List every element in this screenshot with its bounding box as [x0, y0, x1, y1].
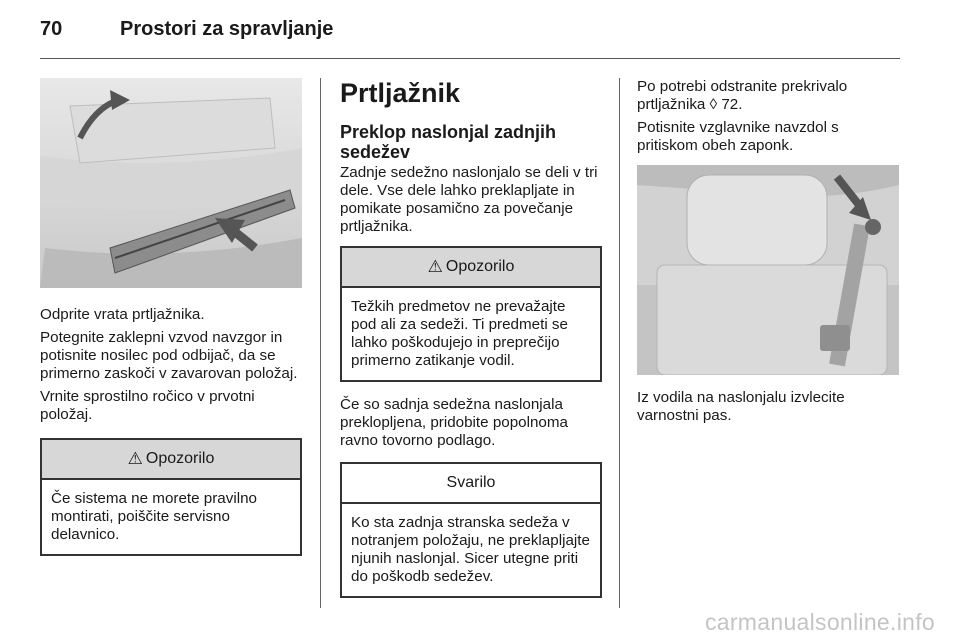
watermark: carmanualsonline.info: [704, 609, 935, 635]
instruction-remove-cover: Po potrebi odstranite prekrivalo prtljažnika ◊ 72.: [637, 78, 848, 113]
column-left: [40, 78, 302, 556]
instruction-open-trunk: Odprite vrata prtljažnika.: [40, 306, 205, 323]
warning-icon: ⚠: [427, 257, 443, 276]
warning-text: Če sistema ne morete pravilno montirati, poiščite servisno delavnico.: [51, 490, 257, 543]
warning-box-cargo: [340, 246, 602, 382]
folded-seats-description: Če so sadnja sedežna naslonjala preklopljena, pridobite popolnoma ravno tovorno podlago.: [340, 396, 568, 449]
column-divider-1: [320, 78, 321, 608]
trunk-bumper-latch-illustration: [40, 78, 302, 288]
page-title: Prostori za spravljanje: [120, 18, 334, 40]
page-number: 70: [40, 18, 63, 40]
rear-seat-headrest-seatbelt-illustration: [637, 165, 899, 375]
caution-box: [340, 462, 602, 598]
warning-header: [42, 440, 300, 480]
instruction-return-lever: Vrnite sprostilno ročico v prvotni položaj.: [40, 388, 255, 423]
section-title: Prtljažnik: [340, 78, 461, 108]
instruction-pull-seatbelt: Iz vodila na naslonjalu izvlecite varnostni pas.: [637, 389, 845, 424]
warning-title: Opozorilo: [145, 450, 215, 467]
page-header: [40, 18, 333, 48]
instruction-pull-lever: Potegnite zaklepni vzvod navzgor in potisnite nosilec pod odbijač, da se primerno zaskoči v zavarovan položaj.: [40, 329, 298, 382]
header-divider: [40, 58, 900, 59]
warning-icon: ⚠: [127, 449, 143, 468]
warning-box: [40, 438, 302, 556]
warning-text: Težkih predmetov ne prevažajte pod ali za sedeži. Ti predmeti se lahko poškodujejo in preprečijo primerno zatikanje vodil.: [351, 298, 568, 369]
subsection-title: Preklop naslonjal zadnjih sedežev: [340, 122, 557, 162]
column-middle: [340, 78, 602, 598]
column-divider-2: [619, 78, 620, 608]
seat-split-description: Zadnje sedežno naslonjalo se deli v tri dele. Vse dele lahko preklapljate in pomikate posamično za povečanje prtljažnika.: [340, 164, 598, 235]
column-right: [637, 78, 899, 430]
warning-title: Opozorilo: [445, 258, 515, 275]
caution-title: Svarilo: [342, 464, 600, 504]
warning-header: [342, 248, 600, 288]
instruction-push-headrests: Potisnite vzglavnike navzdol s pritiskom obeh zaponk.: [637, 119, 839, 154]
caution-text: Ko sta zadnja stranska sedeža v notranjem položaju, ne preklapljajte njunih naslonjal. Sicer utegne priti do poškodb sedežev.: [351, 514, 590, 585]
